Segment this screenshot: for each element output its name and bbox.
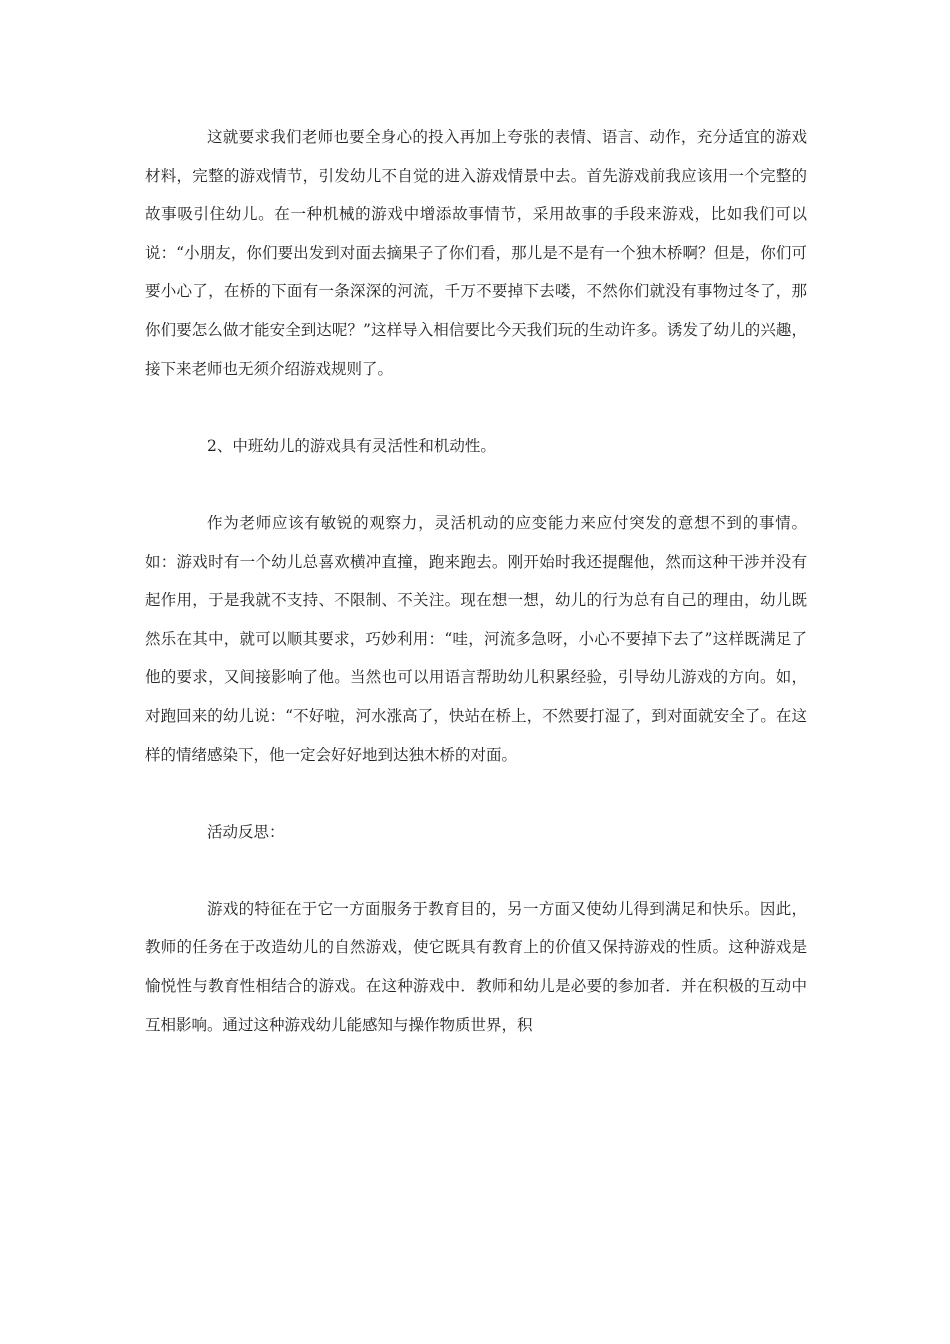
section-heading-reflection: 活动反思： [207, 822, 285, 841]
paragraph-reflection-body: 游戏的特征在于它一方面服务于教育目的，另一方面又使幼儿得到满足和快乐。因此，教师的任务在于改造幼儿的自然游戏，使它既具有教育上的价值又保持游戏的性质。这种游戏是愉悦性与教育性相结合的游戏。在这种游戏中．教师和幼儿是必要的参加者．并在积极的互动中互相影响。通过这种游戏幼儿能感知与操作物质世界，积 [145, 899, 807, 1034]
paragraph-game-intro: 这就要求我们老师也要全身心的投入再加上夸张的表情、语言、动作，充分适宜的游戏材料，完整的游戏情节，引发幼儿不自觉的进入游戏情景中去。首先游戏前我应该用一个完整的故事吸引住幼儿。在一种机械的游戏中增添故事情节，采用故事的手段来游戏，比如我们可以说：“小朋友，你们要出发到对面去摘果子了你们看，那儿是不是有一个独木桥啊？但是，你们可要小心了，在桥的下面有一条深深的河流，千万不要掉下去喽，不然你们就没有事物过冬了，那你们要怎么做才能安全到达呢？”这样导入相信要比今天我们玩的生动许多。诱发了幼儿的兴趣，接下来老师也无须介绍游戏规则了。 [145, 128, 807, 378]
paragraph-gap [145, 851, 807, 890]
document-page [145, 118, 807, 1044]
paragraph-gap [145, 774, 807, 813]
paragraph-gap [145, 388, 807, 427]
section-heading-flexibility: 2、中班幼儿的游戏具有灵活性和机动性。 [207, 436, 496, 455]
paragraph-gap [145, 465, 807, 504]
paragraph-teacher-observation: 作为老师应该有敏锐的观察力，灵活机动的应变能力来应付突发的意想不到的事情。如：游戏时有一个幼儿总喜欢横冲直撞，跑来跑去。刚开始时我还提醒他，然而这种干涉并没有起作用，于是我就不支持、不限制、不关注。现在想一想，幼儿的行为总有自己的理由，幼儿既然乐在其中，就可以顺其要求，巧妙利用：“哇，河流多急呀，小心不要掉下去了”这样既满足了他的要求，又间接影响了他。当然也可以用语言帮助幼儿积累经验，引导幼儿游戏的方向。如，对跑回来的幼儿说：“不好啦，河水涨高了，快站在桥上，不然要打湿了，到对面就安全了。在这样的情绪感染下，他一定会好好地到达独木桥的对面。 [145, 513, 807, 764]
